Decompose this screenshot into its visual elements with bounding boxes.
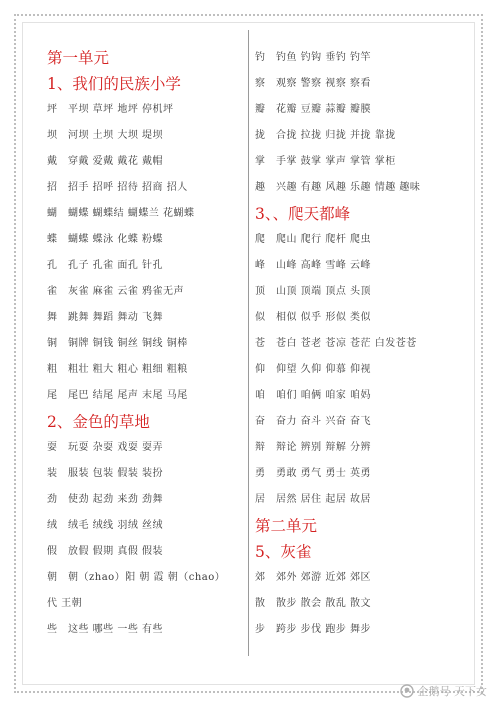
penguin-logo-icon: [400, 684, 414, 698]
vocab-row: 绒 绒毛 绒线 羽绒 丝绒: [47, 520, 164, 531]
vocab-row: 步 跨步 步伐 跑步 舞步: [255, 624, 372, 635]
vocab-row: 粗 粗壮 粗大 粗心 粗细 粗粮: [47, 364, 188, 375]
section-heading: 第二单元: [255, 517, 318, 535]
vocab-row: 朝 朝（zhao）阳 朝 霞 朝（chao）: [47, 572, 226, 583]
vocab-row: 些 这些 哪些 一些 有些: [47, 624, 164, 635]
vocab-row: 装 服装 包装 假装 装扮: [47, 468, 164, 479]
right-column: [255, 45, 460, 643]
vocab-row: 假 放假 假期 真假 假装: [47, 546, 164, 557]
vocab-row: 坝 河坝 土坝 大坝 堤坝: [47, 130, 164, 141]
vocab-row: 爬 爬山 爬行 爬杆 爬虫: [255, 234, 372, 245]
section-heading: 5、灰雀: [255, 543, 312, 561]
vocab-row: 郊 郊外 郊游 近郊 郊区: [255, 572, 372, 583]
vocab-row: 招 招手 招呼 招待 招商 招人: [47, 182, 188, 193]
vocab-row: 散 散步 散会 散乱 散文: [255, 598, 372, 609]
vocab-row: 顶 山顶 顶端 顶点 头顶: [255, 286, 372, 297]
vocab-row: 尾 尾巴 结尾 尾声 末尾 马尾: [47, 390, 188, 401]
vocab-row: 劲 使劲 起劲 来劲 劲舞: [47, 494, 164, 505]
vocab-row: 坪 平坝 草坪 地坪 停机坪: [47, 104, 174, 115]
vocab-row: 蝶 蝴蝶 蝶泳 化蝶 粉蝶: [47, 234, 164, 245]
vocab-row: 钓 钓鱼 钓钩 垂钓 钓竿: [255, 52, 372, 63]
vocab-row: 拢 合拢 拉拢 归拢 并拢 靠拢: [255, 130, 396, 141]
vocab-row: 雀 灰雀 麻雀 云雀 鸦雀无声: [47, 286, 185, 297]
vocab-row: 铜 铜牌 铜钱 铜丝 铜线 铜棒: [47, 338, 188, 349]
vocab-row: 苍 苍白 苍老 苍凉 苍茫 白发苍苍: [255, 338, 417, 349]
watermark: [400, 683, 488, 699]
vocab-row: 瓣 花瓣 豆瓣 蒜瓣 瓣膜: [255, 104, 372, 115]
column-divider: [248, 30, 249, 656]
section-heading: 2、金色的草地: [47, 413, 150, 431]
vocab-row: 峰 山峰 高峰 雪峰 云峰: [255, 260, 372, 271]
vocab-row: 勇 勇敢 勇气 勇士 英勇: [255, 468, 372, 479]
watermark-text: 企鹅号 天下女: [417, 685, 487, 698]
section-heading: 1、我们的民族小学: [47, 75, 181, 93]
vocab-row: 咱 咱们 咱俩 咱家 咱妈: [255, 390, 372, 401]
vocab-row: 奋 奋力 奋斗 兴奋 奋飞: [255, 416, 372, 427]
vocab-row: 似 相似 似乎 形似 类似: [255, 312, 372, 323]
section-heading: 3、、爬天都峰: [255, 205, 351, 223]
vocab-row: 蝴 蝴蝶 蝴蝶结 蝴蝶兰 花蝴蝶: [47, 208, 195, 219]
vocab-row: 舞 跳舞 舞蹈 舞动 飞舞: [47, 312, 164, 323]
vocab-row: 孔 孔子 孔雀 面孔 针孔: [47, 260, 164, 271]
vocab-row: 代 王朝: [47, 598, 83, 609]
vocab-row: 察 观察 警察 视察 察看: [255, 78, 372, 89]
vocab-row: 耍 玩耍 杂耍 戏耍 耍弄: [47, 442, 164, 453]
section-heading: 第一单元: [47, 49, 110, 67]
vocab-row: 居 居然 居住 起居 故居: [255, 494, 372, 505]
left-column: [47, 45, 242, 643]
vocab-row: 仰 仰望 久仰 仰慕 仰视: [255, 364, 372, 375]
vocab-row: 掌 手掌 鼓掌 掌声 掌管 掌柜: [255, 156, 396, 167]
vocab-row: 趣 兴趣 有趣 风趣 乐趣 情趣 趣味: [255, 182, 421, 193]
vocab-row: 戴 穿戴 爱戴 戴花 戴帽: [47, 156, 164, 167]
vocab-row: 辩 辩论 辨别 辩解 分辨: [255, 442, 372, 453]
